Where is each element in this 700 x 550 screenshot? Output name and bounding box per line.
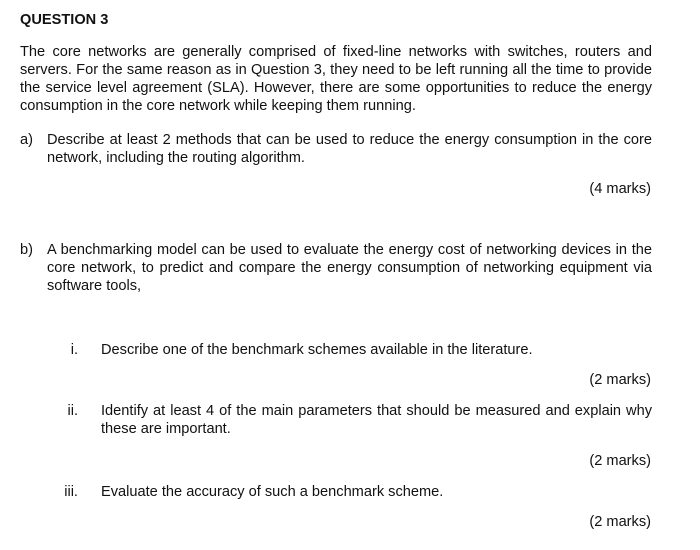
part-b-label: b)	[20, 242, 33, 258]
subpart-i-marks: (2 marks)	[589, 372, 651, 388]
question-intro: The core networks are generally comprised of fixed-line networks with switches, routers and servers. For the same reason as in Question 3, they need to be left running all the time to provide the service level agreement (SLA). However, there are some opportunities to reduce the energy consumption in the core network while keeping them running.	[20, 44, 652, 114]
subpart-ii-label: ii.	[67, 403, 78, 419]
subpart-ii-text: Identify at least 4 of the main parameters that should be measured and explain why these are important.	[101, 403, 652, 437]
subpart-i-text: Describe one of the benchmark schemes available in the literature.	[101, 342, 533, 358]
subpart-ii-marks: (2 marks)	[589, 453, 651, 469]
part-a-marks: (4 marks)	[589, 181, 651, 197]
subpart-i-label: i.	[70, 342, 78, 358]
question-heading: QUESTION 3	[20, 12, 109, 28]
part-b-text: A benchmarking model can be used to evaluate the energy cost of networking devices in the core network, to predict and compare the energy consumption of networking equipment via software tools,	[47, 242, 652, 294]
subpart-iii-label: iii.	[64, 484, 78, 500]
part-a-label: a)	[20, 132, 33, 148]
subpart-iii-marks: (2 marks)	[589, 514, 651, 530]
subpart-iii-text: Evaluate the accuracy of such a benchmark scheme.	[101, 484, 444, 500]
part-a-text: Describe at least 2 methods that can be used to reduce the energy consumption in the core network, including the routing algorithm.	[47, 132, 652, 166]
